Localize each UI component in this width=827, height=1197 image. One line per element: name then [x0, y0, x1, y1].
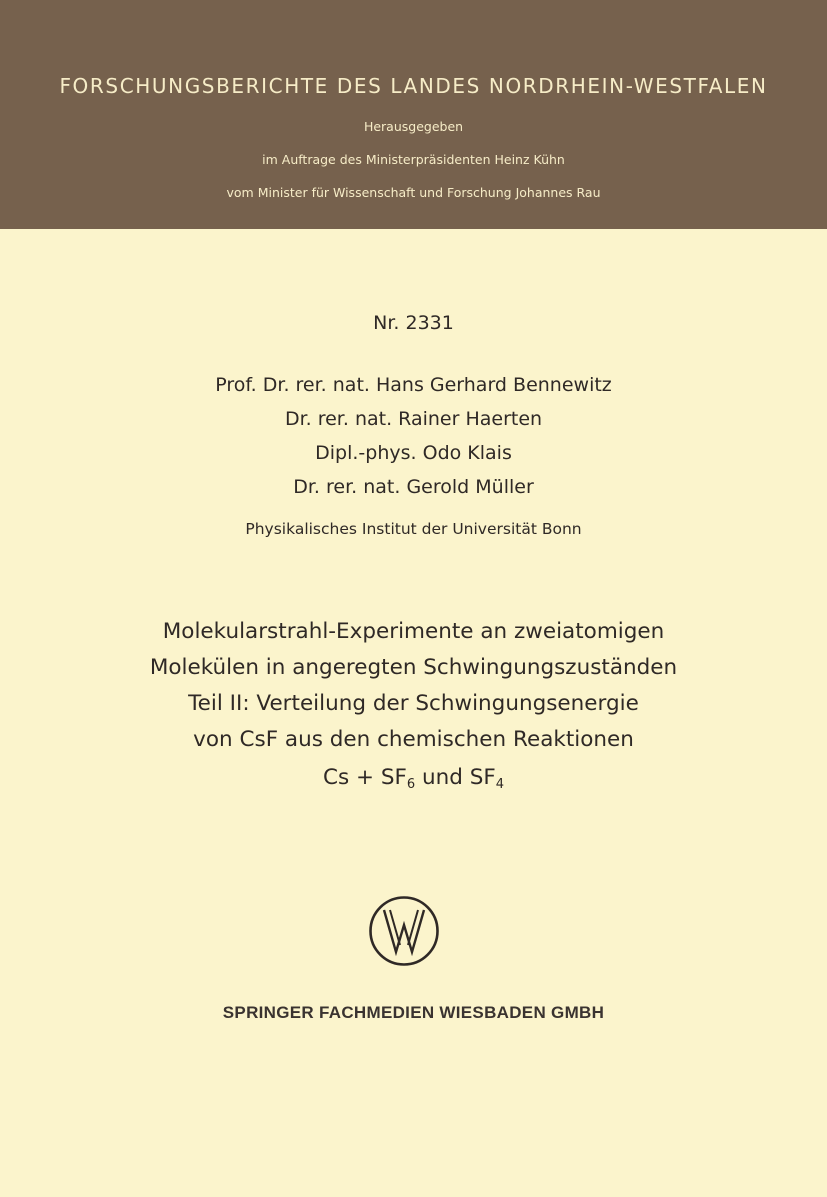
title-line-5-subscript-2: 4: [495, 777, 505, 792]
title-line-1: Molekularstrahl-Experimente an zweiatomigen: [162, 619, 665, 644]
author-2: Dr. rer. nat. Rainer Haerten: [284, 408, 543, 430]
header-editor-line: Herausgegeben: [363, 119, 464, 134]
publisher-name: SPRINGER FACHMEDIEN WIESBADEN GMBH: [222, 1003, 605, 1022]
institute: Physikalisches Institut der Universität Bonn: [245, 520, 582, 538]
title-line-5-prefix: Cs + SF: [322, 765, 407, 790]
title-line-5: [0, 765, 827, 792]
header-minister-line: vom Minister für Wissenschaft und Forschung Johannes Rau: [226, 185, 601, 200]
header-commission-line: im Auftrage des Ministerpräsidenten Heinz Kühn: [262, 152, 565, 167]
author-1: Prof. Dr. rer. nat. Hans Gerhard Bennewitz: [215, 374, 612, 396]
series-title: FORSCHUNGSBERICHTE DES LANDES NORDRHEIN-WESTFALEN: [59, 74, 768, 98]
author-4: Dr. rer. nat. Gerold Müller: [293, 476, 534, 498]
title-line-5-subscript-1: 6: [406, 777, 416, 792]
author-3: Dipl.-phys. Odo Klais: [315, 442, 512, 464]
report-number: Nr. 2331: [373, 312, 454, 334]
title-line-4: von CsF aus den chemischen Reaktionen: [193, 727, 634, 752]
title-line-2: Molekülen in angeregten Schwingungszuständen: [149, 655, 678, 680]
title-line-5-middle: und SF: [415, 765, 496, 790]
publisher-vw-monogram-icon: [368, 895, 440, 967]
title-line-3: Teil II: Verteilung der Schwingungsenergie: [188, 691, 639, 716]
